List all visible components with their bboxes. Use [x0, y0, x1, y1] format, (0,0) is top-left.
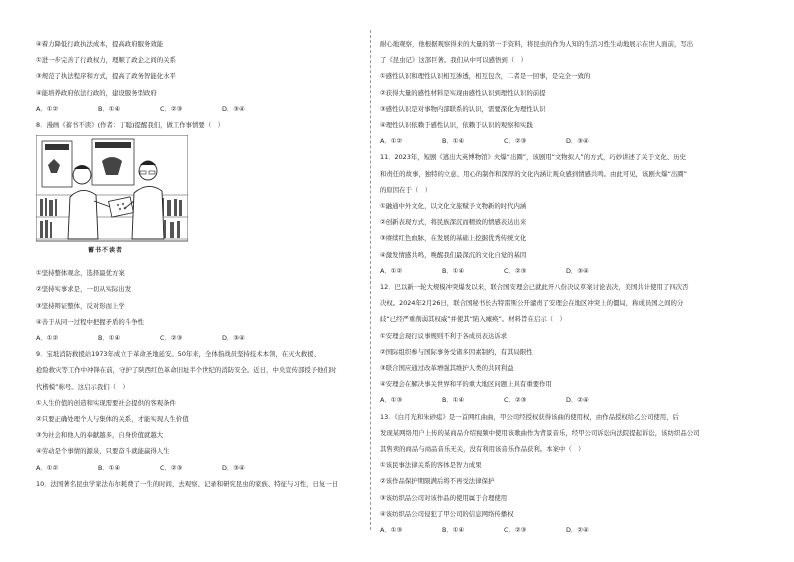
- q13-stem-line: 其售卖的商品与商品音乐无关，没有利用该音乐作品获利。本案中（ ）: [380, 445, 585, 454]
- option-d: D．②④: [566, 396, 589, 405]
- q13-item: ④该纺织品公司侵犯了甲公司的信息网络传播权: [380, 509, 514, 518]
- q12-item: ③联合国应通过改革增强其维护人类的共同利益: [380, 364, 514, 373]
- option-c: C．②③: [160, 463, 183, 472]
- q11-stem-line: 11．2023年，短剧《逃出大英博物馆》火爆“出圈”，该剧用“文物拟人”的方式，巧妙讲述了关于文化、历史: [380, 153, 687, 162]
- intro-item: ④能培养政府依法行政的，建设服务型政府: [36, 88, 157, 97]
- option-c: C．②③: [160, 104, 183, 113]
- intro-options: [36, 101, 366, 117]
- option-c: C．②③: [504, 137, 527, 146]
- q13-stem-line: 13．《白月光和朱砂痣》是一首网红曲曲，甲公司经授权获得该曲的使用权，由作品授权给乙公司使用，后: [380, 412, 679, 421]
- q11-item: ④激发情感共鸣，唤醒我们最深沉的文化自觉的基因: [380, 250, 527, 259]
- q8-stem: 8．漫画《蓄书不读》(作者：丁聪)提醒我们，做工作事情要（ ）: [36, 121, 224, 130]
- intro-item: ①进一步完善了行政权力，理顺了政企之间的关系: [36, 56, 176, 65]
- left-column: [36, 36, 366, 492]
- q10-item: ④理性认识依赖于感性认识，依赖于认识的观察和实践: [380, 121, 533, 130]
- intro-item: ④着力降低行政执法成本，提高政府服务效能: [36, 40, 164, 48]
- q12-stem-line: 歧“已经严重削弱其权威”并使其“陷入瘫痪”。材料旨在启示（ ）: [380, 315, 566, 324]
- right-column: [380, 36, 742, 538]
- q9-item: ③为社会和他人的奉献越多，自身价值就越大: [36, 431, 164, 440]
- intro-item: ③规范了执法程序和方式，提高了政务智能化水平: [36, 72, 176, 81]
- q10-options: [380, 133, 742, 149]
- option-b: B．①④: [98, 334, 121, 343]
- option-b: B．①④: [442, 526, 465, 535]
- q11-options: [380, 263, 742, 279]
- option-a: A．①②: [36, 104, 59, 113]
- q9-item: ②只要正确处理个人与集体的关系，才能实现人生价值: [36, 415, 189, 424]
- option-d: D．③④: [222, 463, 245, 472]
- q13-options: [380, 522, 742, 538]
- q12-item: ①安理会现行议事规则不利于各成员表达诉求: [380, 331, 508, 340]
- option-b: B．①④: [442, 137, 465, 146]
- option-d: D．③④: [222, 104, 245, 113]
- q9-item: ④劳动是个事情的源泉，只要奋斗就能赢得人生: [36, 447, 170, 456]
- option-c: C．②③: [160, 334, 183, 343]
- option-a: A．①②: [380, 137, 403, 146]
- q12-item: ②国际组织参与国际事务受诸多因素制约，有其局限性: [380, 347, 533, 356]
- q10-item: ①感性认识和理性认识相互渗透，相互包含，二者是一回事，是完全一致的: [380, 72, 591, 81]
- q13-stem-line: 发现某网络用户上传的某商品介绍视频中使用该歌曲作为背景音乐，经甲公司诉讼向法院提起诉讼，该纺织品公司: [380, 428, 700, 437]
- q12-stem-line: 12．巴以新一轮大规模冲突爆发以来，联合国安理会已就此开八份决议草案讨论表决，美国共计使用了四次否: [380, 283, 689, 292]
- q8-options: [36, 330, 366, 346]
- cartoon-illustration: [36, 135, 188, 261]
- q8-item: ④善于从同一过程中把握矛盾的斗争性: [36, 317, 144, 326]
- q11-stem-line: 和责任的故事，独特的立意、用心的制作和深厚的文化内涵让观众感到情感共鸣。由此可见，该剧火爆“出圈”: [380, 169, 687, 178]
- option-a: A．①②: [36, 463, 59, 472]
- option-a: A．①③: [380, 396, 403, 405]
- option-d: D．③④: [222, 334, 245, 343]
- option-b: B．①④: [442, 266, 465, 275]
- option-d: D．②④: [566, 526, 589, 535]
- option-b: B．①④: [442, 396, 465, 405]
- option-a: A．①②: [36, 334, 59, 343]
- option-a: A．①②: [380, 266, 403, 275]
- q10-item: ②获得大量的感性材料是实现由感性认识到理性认识的前提: [380, 88, 546, 97]
- q9-options: [36, 460, 366, 476]
- q10-item: ③感性认识是对事物内部联系的认识，需要深化为理性认识: [380, 104, 546, 113]
- q9-stem-line: 抢险救灾等工作中冲锋在前，守护了陕西红色革命旧址半个世纪的消防安全。近日，中央宣传部授予他们时: [36, 366, 337, 375]
- q10-stem-start: 10．法国著名昆虫学家法布尔耗费了一生的时间，去观察、记录和研究昆虫的家族、特征与习性，日复一日: [36, 479, 339, 488]
- q9-stem-line: 代楷模”称号。这启示我们（ ）: [36, 382, 129, 391]
- q10-stem-line: 耐心地观察，他根据观察得来的大量的第一手资料，将昆虫的作为人知的生活习性生动地展示在世人面前，写出: [380, 40, 694, 48]
- q8-item: ①坚持整体观念，选择最优方案: [36, 269, 125, 278]
- option-d: D．③④: [566, 137, 589, 146]
- q11-stem-line: 的原因在于（ ）: [380, 185, 432, 194]
- q11-item: ①融通中外文化，以文化文旅赋予文物新的时代内涵: [380, 202, 527, 211]
- q11-item: ②创新表现方式，将民族深沉而精致的情感表达出来: [380, 218, 527, 227]
- option-b: B．①④: [98, 463, 121, 472]
- option-a: A．①③: [380, 526, 403, 535]
- q12-options: [380, 392, 742, 408]
- option-c: C．②③: [504, 396, 527, 405]
- cartoon-figure: [36, 135, 188, 261]
- cartoon-caption: 蓄书不读者: [88, 247, 124, 255]
- option-c: C．②③: [504, 526, 527, 535]
- option-c: C．②③: [504, 266, 527, 275]
- q9-item: ①人生价值的创造和实现需要社会提供的客观条件: [36, 398, 176, 407]
- q8-item: ③坚持辩证整体，反对形而上学: [36, 301, 125, 310]
- q8-item: ②坚持实事求是，一切从实际出发: [36, 285, 132, 294]
- q13-item: ②该作品保护期限满后将不再受法律保护: [380, 477, 495, 486]
- q11-item: ③赓续红色血脉，在发展的基础上挖掘优秀传统文化: [380, 234, 527, 243]
- column-divider: [370, 30, 371, 530]
- q12-stem-line: 决权。2024年2月26日，联合国秘书长古特雷斯公开谴责了安理会在地区冲突上的僵局，称成员国之间的分: [380, 299, 684, 308]
- q13-item: ①该民事法律关系的客体是智力成果: [380, 461, 482, 470]
- q10-stem-line: 了《昆虫记》这部巨著。我们从中可以感悟到（ ）: [380, 56, 527, 65]
- option-b: B．①④: [98, 104, 121, 113]
- q13-item: ③该纺织品公司对该作品的使用属于合理使用: [380, 493, 508, 502]
- option-d: D．③④: [566, 266, 589, 275]
- q9-stem-line: 9．宝坻消防救援站1973年成立于革命圣地延安。50年来，全体指战员坚持技术本领，在灭火救援、: [36, 350, 321, 359]
- q12-item: ④安理会在解决事关世界和平的重大地区问题上具有重要作用: [380, 380, 552, 389]
